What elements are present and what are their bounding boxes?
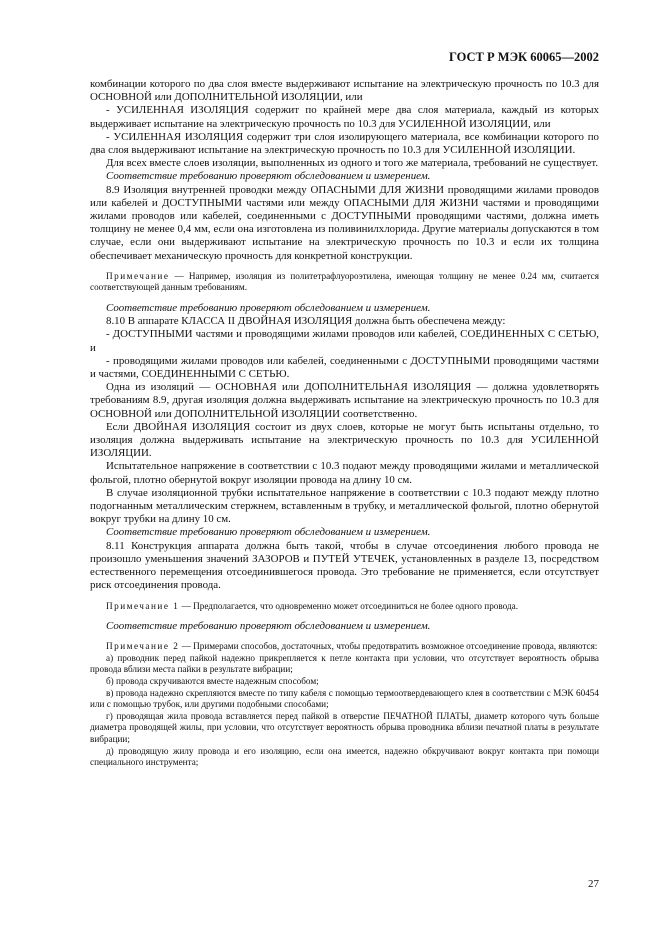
document-header: ГОСТ Р МЭК 60065—2002 [449,50,599,64]
note [90,641,599,653]
note [90,271,599,294]
note-text: — Например, изоляция из политетрафлуороэтилена, имеющая толщину не менее 0.24 мм, считается соответствующей данным требованиям. [90,270,599,293]
paragraph: Испытательное напряжение в соответствии с 10.3 подают между проводящими жилами и металлической фольгой, плотно обернутой вокруг изоляции провода на длину 10 см. [90,460,599,486]
list-item: д) проводящую жилу провода и его изоляцию, если она имеется, надежно обкручивают вокруг контакта при помощи специального инструмента; [90,745,599,768]
compliance-statement: Соответствие требованию проверяют обследованием и измерением. [106,170,431,183]
list-item: в) провода надежно скрепляются вместе по типу кабеля с помощью термоотвердевающего клея в соответствии с МЭК 60454 или с помощью трубок, или другими подобными способами; [90,687,599,710]
page-number: 27 [588,878,599,890]
paragraph-8-10: 8.10 В аппарате КЛАССА II ДВОЙНАЯ ИЗОЛЯЦИЯ должна быть обеспечена между: [106,315,506,328]
paragraph: - УСИЛЕННАЯ ИЗОЛЯЦИЯ содержит три слоя изолирующего материала, все комбинации которого по два слоя выдерживают испытание на электрическую прочность по 10.3 для УСИЛЕННОЙ ИЗОЛЯЦИИ. [90,130,599,157]
paragraph: - УСИЛЕННАЯ ИЗОЛЯЦИЯ содержит по крайней мере два слоя материала, каждый из которых выдерживает испытание на электрическую прочность по 10.3 для УСИЛЕННОЙ ИЗОЛЯЦИИ, или [90,104,599,130]
paragraph: Если ДВОЙНАЯ ИЗОЛЯЦИЯ состоит из двух слоев, которые не могут быть испытаны отдельно, то изоляция должна выдерживать испытание на электрическую прочность по 10.3 для УСИЛЕННОЙ ИЗОЛЯЦИИ. [90,420,599,460]
note-label: Примечание [106,270,170,281]
paragraph: Одна из изоляций — ОСНОВНАЯ или ДОПОЛНИТЕЛЬНАЯ ИЗОЛЯЦИЯ — должна удовлетворять требованиям 8.9, другая изоляция должна выдерживать испытание на электрическую прочность по 10.3 для ОСНОВНОЙ или ДОПОЛНИТЕЛЬНОЙ ИЗОЛЯЦИИ соответственно. [90,381,599,420]
paragraph: Для всех вместе слоев изоляции, выполненных из одного и того же материала, требований не существует. [106,157,599,170]
list-item: а) проводник перед пайкой надежно прикрепляется к петле контакта при условии, что отсутствует вероятность обрыва провода вблизи места пайки в результате вибрации; [90,652,599,675]
note-label: Примечание 1 [106,600,180,611]
document-body [90,78,599,769]
paragraph: - проводящими жилами проводов или кабелей, соединенными с ДОСТУПНЫМИ проводящими частями и частями, СОЕДИНЕННЫМИ С СЕТЬЮ. [90,354,599,381]
note-text: — Примерами способов, достаточных, чтобы предотвратить возможное отсоединение провода, являются: [179,641,598,652]
compliance-statement: Соответствие требованию проверяют обследованием и измерением. [106,620,431,633]
list-item: б) провода скручиваются вместе надежным способом; [106,676,319,687]
compliance-statement: Соответствие требованию проверяют обследованием и измерением. [106,302,431,315]
paragraph-8-11: 8.11 Конструкция аппарата должна быть такой, чтобы в случае отсоединения любого провода не произошло уменьшения значений ЗАЗОРОВ и ПУТЕЙ УТЕЧЕК, установленных в разделе 13, посредством естественного перемещения отсоединившегося провода. Это требование не применяется, если отсутствует риск отсоединения провода. [90,539,599,592]
compliance-statement: Соответствие требованию проверяют обследованием и измерением. [106,526,431,539]
paragraph: В случае изоляционной трубки испытательное напряжение в соответствии с 10.3 подают между плотно подогнанным металлическим стержнем, вставленным в трубку, и металлической фольгой, плотно обернутой вокруг трубки на длину 10 см. [90,486,599,526]
paragraph: комбинации которого по два слоя вместе выдерживают испытание на электрическую прочность по 10.3 для ОСНОВНОЙ или ДОПОЛНИТЕЛЬНОЙ ИЗОЛЯЦИИ, или [90,78,599,104]
note [90,601,599,613]
list-item: г) проводящая жила провода вставляется перед пайкой в отверстие ПЕЧАТНОЙ ПЛАТЫ, диаметр которого чуть больше диаметра проводящей жилы, при условии, что отсутствует вероятность обрыва проводника вблизи печатной платы в результате вибрации; [90,710,599,745]
note-text: — Предполагается, что одновременно может отсоединиться не более одного провода. [179,600,519,611]
paragraph-8-9: 8.9 Изоляция внутренней проводки между ОПАСНЫМИ ДЛЯ ЖИЗНИ проводящими жилами проводов или кабелей и ДОСТУПНЫМИ частями или между ОПАСНЫМИ ДЛЯ ЖИЗНИ частями и проводящими жилами проводов или кабелей, соединенными с ДОСТУПНЫМИ проводящими частями, должна иметь толщину не менее 0,4 мм, если она изготовлена из поливинилхлорида. Другие материалы допускаются в том случае, если они выдерживают испытание на электрическую прочность по 10.3 и если их толщина обеспечивает механическую прочность для конкретной конструкции. [90,183,599,262]
paragraph: - ДОСТУПНЫМИ частями и проводящими жилами проводов или кабелей, СОЕДИНЕННЫХ С СЕТЬЮ, и [90,328,599,354]
note-label: Примечание 2 [106,641,180,652]
